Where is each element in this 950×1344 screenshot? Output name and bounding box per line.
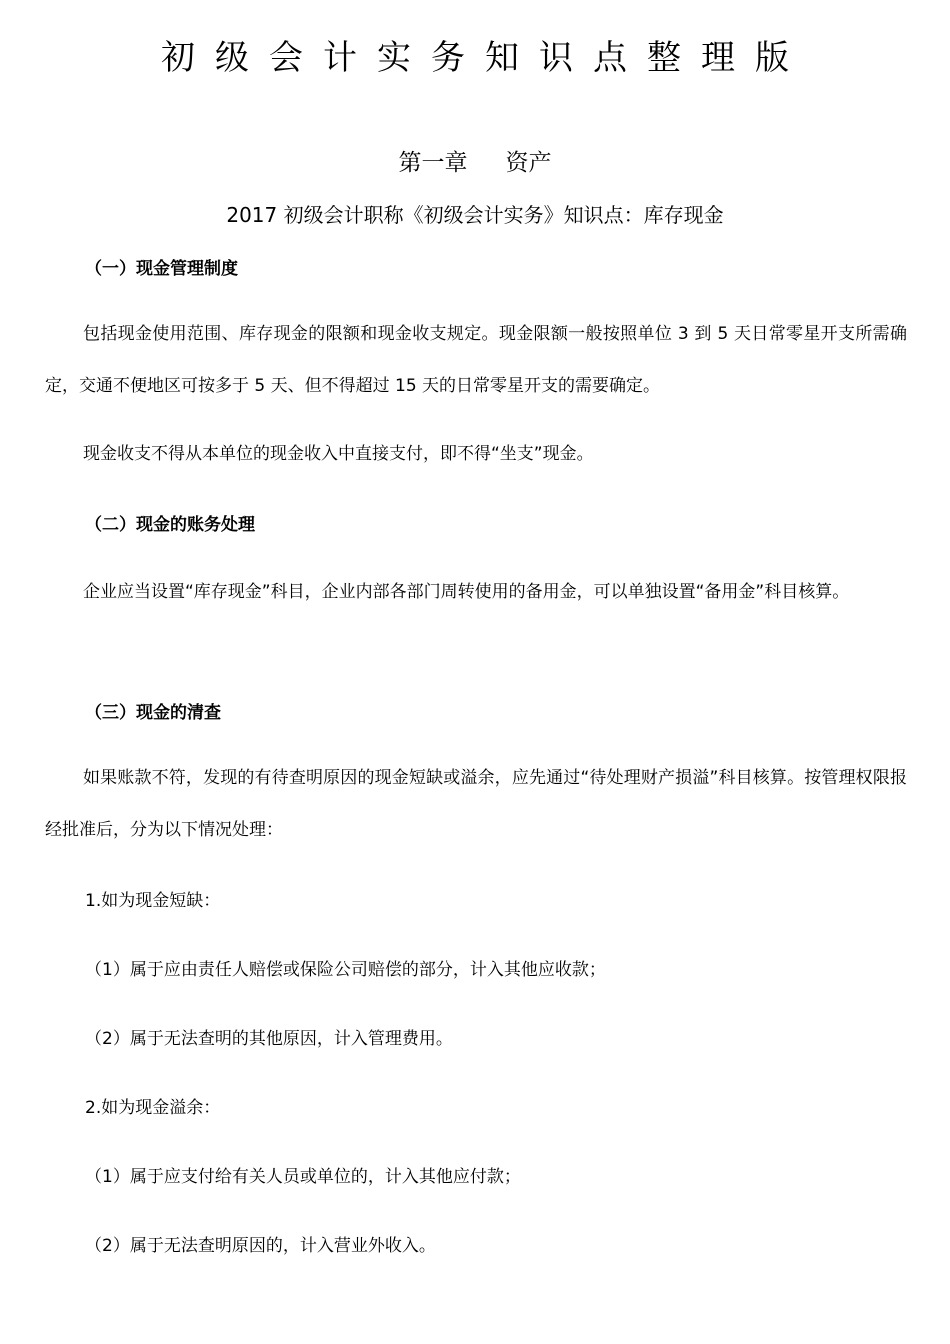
chapter-name: 资产 bbox=[505, 150, 552, 176]
document-title: 初级会计实务知识点整理版 bbox=[161, 38, 809, 78]
document-subtitle: 2017 初级会计职称《初级会计实务》知识点：库存现金 bbox=[226, 203, 724, 227]
case-1-item-a: （1）属于应由责任人赔偿或保险公司赔偿的部分，计入其他应收款； bbox=[85, 960, 606, 980]
case-2-item-a: （1）属于应支付给有关人员或单位的，计入其他应付款； bbox=[85, 1167, 521, 1187]
section-1-paragraph-2: 现金收支不得从本单位的现金收入中直接支付，即不得“坐支”现金。 bbox=[83, 444, 594, 464]
case-2-item-b: （2）属于无法查明原因的，计入营业外收入。 bbox=[85, 1236, 436, 1256]
case-1-item-b: （2）属于无法查明的其他原因，计入管理费用。 bbox=[85, 1029, 453, 1049]
section-3-paragraph-1: 如果账款不符，发现的有待查明原因的现金短缺或溢余，应先通过“待处理财产损溢”科目核算。按管理权限报经批准后，分为以下情况处理： bbox=[45, 768, 907, 840]
chapter-heading bbox=[0, 144, 950, 177]
chapter-number: 第一章 bbox=[398, 150, 468, 176]
case-2-heading: 2.如为现金溢余： bbox=[85, 1098, 221, 1118]
case-1-heading: 1.如为现金短缺： bbox=[85, 891, 221, 911]
section-1-paragraph-1: 包括现金使用范围、库存现金的限额和现金收支规定。现金限额一般按照单位 3 到 5 天日常零星开支所需确定，交通不便地区可按多于 5 天、但不得超过 15 天的日常零星开支的需要确定。 bbox=[45, 324, 907, 396]
section-2-paragraph-1: 企业应当设置“库存现金”科目，企业内部各部门周转使用的备用金，可以单独设置“备用金”科目核算。 bbox=[83, 582, 850, 602]
section-heading-1: （一）现金管理制度 bbox=[85, 259, 238, 279]
section-heading-2: （二）现金的账务处理 bbox=[85, 515, 255, 535]
section-heading-3: （三）现金的清查 bbox=[85, 703, 221, 723]
